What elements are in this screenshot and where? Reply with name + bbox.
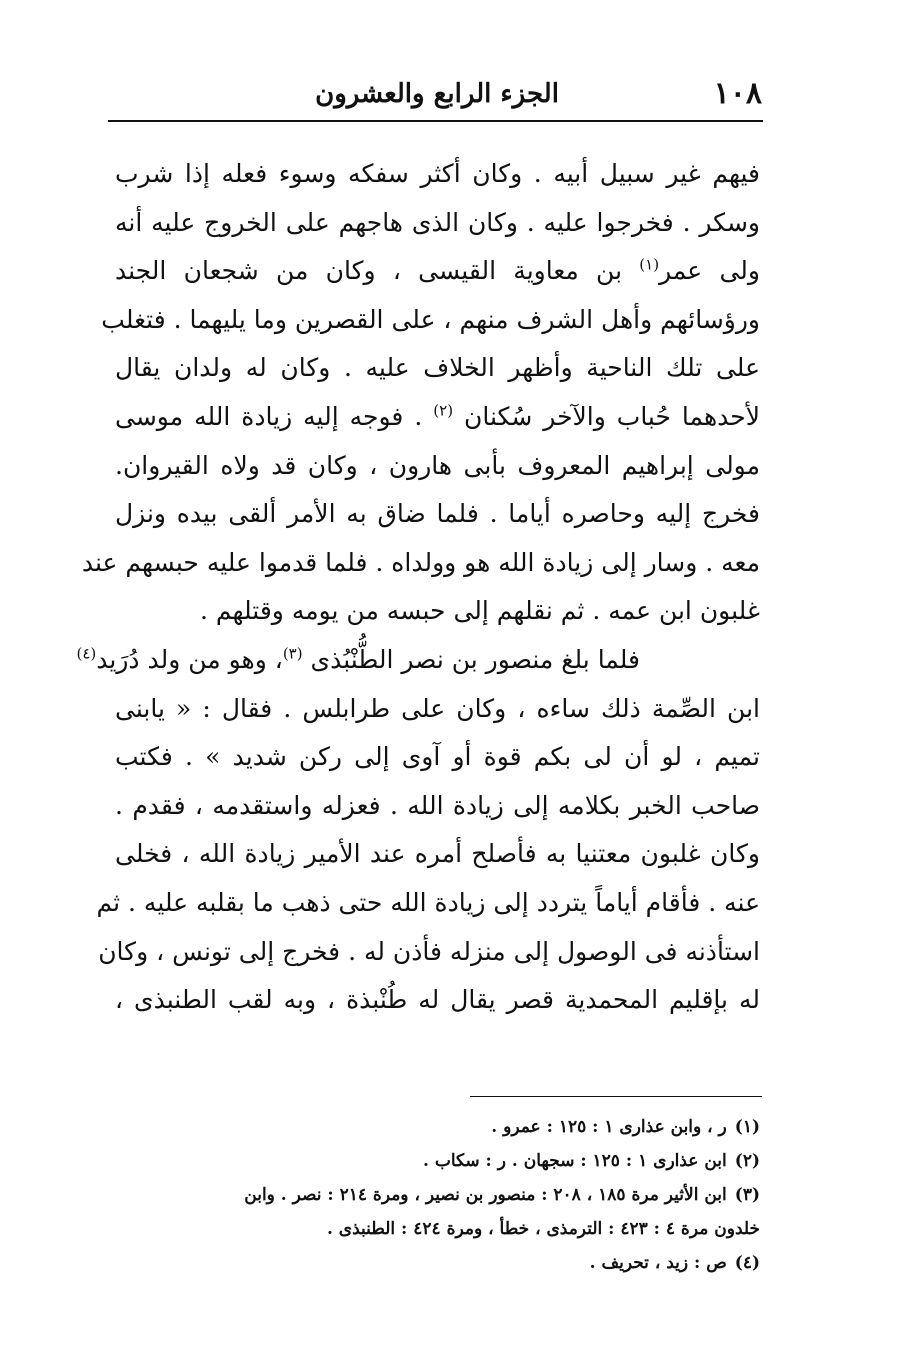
footnote-3: [115, 1178, 760, 1212]
footnote-text: خلدون مرة ٤ : ٤٢٣ : الترمذى ، خطأ ، ومرة ٤٢٤ : الطنبذى .: [326, 1219, 760, 1239]
main-text: [76, 150, 760, 1025]
footnote-number: (٣): [734, 1185, 760, 1205]
footnote-number: (٢): [734, 1151, 760, 1171]
text-segment: ولى عمر: [659, 256, 760, 286]
footnote-number: (٤): [734, 1253, 760, 1273]
footnote-1: [115, 1110, 760, 1144]
footnote-2: [115, 1144, 760, 1178]
text-line: ابن الصِّمة ذلك ساءه ، وكان على طرابلس . فقال : « يابنى: [115, 693, 760, 723]
footnote-rule: [470, 1096, 762, 1097]
text-segment: ، وهو من ولد دُرَيد: [96, 644, 283, 674]
text-line: [76, 636, 760, 685]
footnote-text: ابن عذارى ١ : ١٢٥ : سجهان . ر : سكاب .: [422, 1151, 727, 1171]
footnote-text: ص : زيد ، تحريف .: [589, 1253, 727, 1273]
footnote-3-continued: [115, 1212, 760, 1246]
footnote-ref-3[interactable]: (٣): [282, 644, 303, 663]
text-line: مولى إبراهيم المعروف بأبى هارون ، وكان قد ولاه القيروان.: [115, 450, 760, 480]
text-line: فخرج إليه وحاصره أياما . فلما ضاق به الأمر ألقى بيده ونزل: [115, 499, 760, 529]
footnotes: [115, 1110, 760, 1280]
text-line: صاحب الخبر بكلامه إلى زيادة الله . فعزله واستقدمه ، فقدم .: [115, 790, 760, 820]
text-line: [115, 247, 760, 296]
footnote-number: (١): [734, 1117, 760, 1137]
text-line: له بإقليم المحمدية قصر يقال له طُنْبذة ، وبه لقب الطنبذى ،: [115, 985, 760, 1015]
text-line: تميم ، لو أن لى بكم قوة أو آوى إلى ركن شديد » . فكتب: [115, 742, 760, 772]
footnote-ref-4[interactable]: (٤): [76, 644, 97, 663]
text-line: على تلك الناحية وأظهر الخلاف عليه . وكان له ولدان يقال: [115, 353, 760, 383]
text-segment: فلما بلغ منصور بن نصر الطُّنْبُذى: [310, 644, 640, 674]
page-number: ١٠٨: [713, 76, 762, 111]
page-header: [112, 70, 762, 118]
footnote-4: [115, 1246, 760, 1280]
footnote-ref-2[interactable]: (٢): [433, 401, 454, 420]
footnote-text: ر ، وابن عذارى ١ : ١٢٥ : عمرو .: [491, 1117, 727, 1137]
text-segment: . فوجه إليه زيادة الله موسى: [115, 401, 423, 431]
running-title: الجزء الرابع والعشرون: [315, 79, 559, 109]
footnote-ref-1[interactable]: (١): [639, 255, 660, 274]
text-segment: لأحدهما حُباب والآخر سُكنان: [464, 401, 760, 431]
text-line: وكان غلبون معتنيا به فأصلح أمره عند الأمير زيادة الله ، فخلى: [115, 839, 760, 869]
text-line: استأذنه فى الوصول إلى منزله فأذن له . فخرج إلى تونس ، وكان: [98, 936, 760, 966]
text-line: [115, 393, 760, 442]
header-rule: [108, 120, 763, 122]
text-line: عنه . فأقام أياماً يتردد إلى زيادة الله حتى ذهب ما بقلبه عليه . ثم: [96, 887, 760, 917]
text-line: فيهم غير سبيل أبيه . وكان أكثر سفكه وسوء فعله إذا شرب: [115, 159, 760, 188]
text-segment: بن معاوية القيسى ، وكان من شجعان الجند: [115, 256, 623, 286]
text-line: غلبون ابن عمه . ثم نقلهم إلى حبسه من يومه وقتلهم .: [199, 596, 760, 626]
footnote-text: ابن الأثير مرة ١٨٥ ، ٢٠٨ : منصور بن نصير ، ومرة ٢١٤ : نصر . وابن: [244, 1185, 727, 1205]
text-line: معه . وسار إلى زيادة الله هو وولداه . فلما قدموا عليه حبسهم عند: [81, 547, 760, 577]
text-line: وسكر . فخرجوا عليه . وكان الذى هاجهم على الخروج عليه أنه: [115, 207, 760, 237]
text-line: ورؤسائهم وأهل الشرف منهم ، على القصرين وما يليهما . فتغلب: [101, 304, 760, 334]
